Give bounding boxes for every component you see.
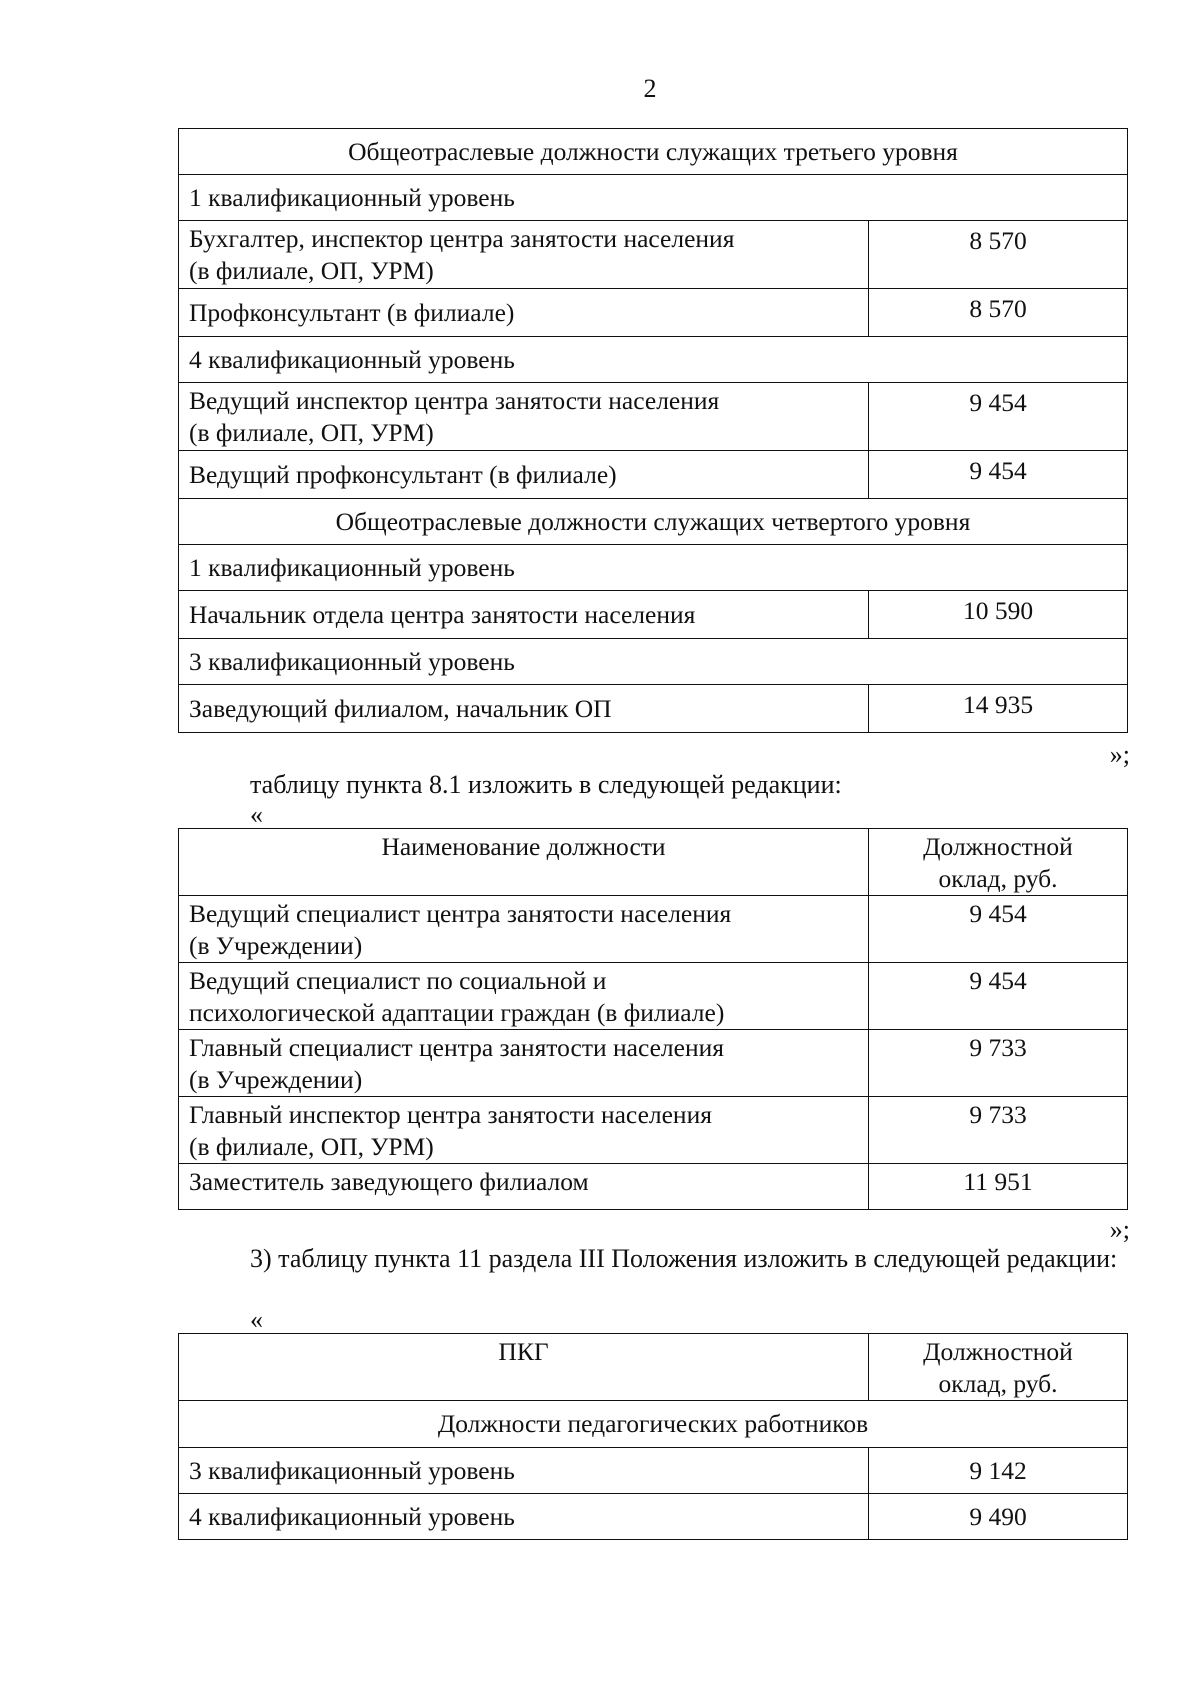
positions-table-8-1 (178, 828, 1128, 1210)
salary-value: 11 951 (869, 1164, 1128, 1210)
table-row (179, 1030, 1128, 1097)
position-name: Ведущий специалист центра занятости населения (в Учреждении) (179, 896, 869, 963)
qualification-level: 4 квалификационный уровень (179, 337, 1128, 383)
table-row (179, 639, 1128, 685)
closing-quote: »; (1109, 740, 1130, 769)
column-header-pkg: ПКГ (179, 1334, 869, 1401)
paragraph-8-1: таблицу пункта 8.1 изложить в следующей редакции: (250, 770, 842, 799)
table-row (179, 963, 1128, 1030)
position-name: Профконсультант (в филиале) (179, 289, 869, 337)
table-row (179, 1401, 1128, 1448)
position-name: Бухгалтер, инспектор центра занятости населения (в филиале, ОП, УРМ) (179, 221, 869, 289)
table-row (179, 896, 1128, 963)
table-row (179, 545, 1128, 591)
salary-value: 8 570 (869, 289, 1128, 337)
table-row (179, 685, 1128, 733)
salary-value: 9 454 (869, 451, 1128, 499)
qualification-level: 1 квалификационный уровень (179, 175, 1128, 221)
table-row (179, 129, 1128, 175)
table-header-row (179, 829, 1128, 896)
qualification-level: 3 квалификационный уровень (179, 639, 1128, 685)
table-row (179, 221, 1128, 289)
table-row (179, 337, 1128, 383)
salary-value: 14 935 (869, 685, 1128, 733)
position-name: Заведующий филиалом, начальник ОП (179, 685, 869, 733)
salary-value: 8 570 (869, 221, 1128, 289)
salary-value: 9 454 (869, 383, 1128, 451)
column-header-name: Наименование должности (179, 829, 869, 896)
column-header-salary: Должностной оклад, руб. (869, 1334, 1128, 1401)
qualification-level: 1 квалификационный уровень (179, 545, 1128, 591)
table-row (179, 1448, 1128, 1494)
pkg-table (178, 1333, 1128, 1540)
salary-value: 9 142 (869, 1448, 1128, 1494)
position-name: Ведущий специалист по социальной и психологической адаптации граждан (в филиале) (179, 963, 869, 1030)
position-name: Ведущий профконсультант (в филиале) (179, 451, 869, 499)
salary-value: 9 454 (869, 896, 1128, 963)
qualification-level: 4 квалификационный уровень (179, 1494, 869, 1540)
salary-value: 9 454 (869, 963, 1128, 1030)
table-header-row (179, 1334, 1128, 1401)
table-row (179, 383, 1128, 451)
opening-quote: « (250, 1305, 263, 1334)
section-header: Общеотраслевые должности служащих четвертого уровня (179, 499, 1128, 545)
position-name: Главный специалист центра занятости населения (в Учреждении) (179, 1030, 869, 1097)
table-row (179, 289, 1128, 337)
position-name: Ведущий инспектор центра занятости населения (в филиале, ОП, УРМ) (179, 383, 869, 451)
table-row (179, 591, 1128, 639)
table-row (179, 499, 1128, 545)
section-header: Общеотраслевые должности служащих третьего уровня (179, 129, 1128, 175)
table-row (179, 1097, 1128, 1164)
column-header-salary: Должностной оклад, руб. (869, 829, 1128, 896)
position-name: Начальник отдела центра занятости населения (179, 591, 869, 639)
position-name: Главный инспектор центра занятости населения (в филиале, ОП, УРМ) (179, 1097, 869, 1164)
salary-value: 9 733 (869, 1097, 1128, 1164)
position-name: Заместитель заведующего филиалом (179, 1164, 869, 1210)
salary-value: 10 590 (869, 591, 1128, 639)
opening-quote: « (250, 800, 263, 829)
paragraph-section-3: 3) таблицу пункта 11 раздела III Положения изложить в следующей редакции: (250, 1244, 1118, 1273)
page-number: 2 (643, 74, 657, 103)
table-row (179, 175, 1128, 221)
closing-quote: »; (1109, 1215, 1130, 1244)
table-row (179, 1494, 1128, 1540)
salary-value: 9 733 (869, 1030, 1128, 1097)
qualification-level: 3 квалификационный уровень (179, 1448, 869, 1494)
table-row (179, 1164, 1128, 1210)
table-row (179, 451, 1128, 499)
section-header: Должности педагогических работников (179, 1401, 1128, 1448)
salary-value: 9 490 (869, 1494, 1128, 1540)
positions-table-continued (178, 128, 1128, 733)
